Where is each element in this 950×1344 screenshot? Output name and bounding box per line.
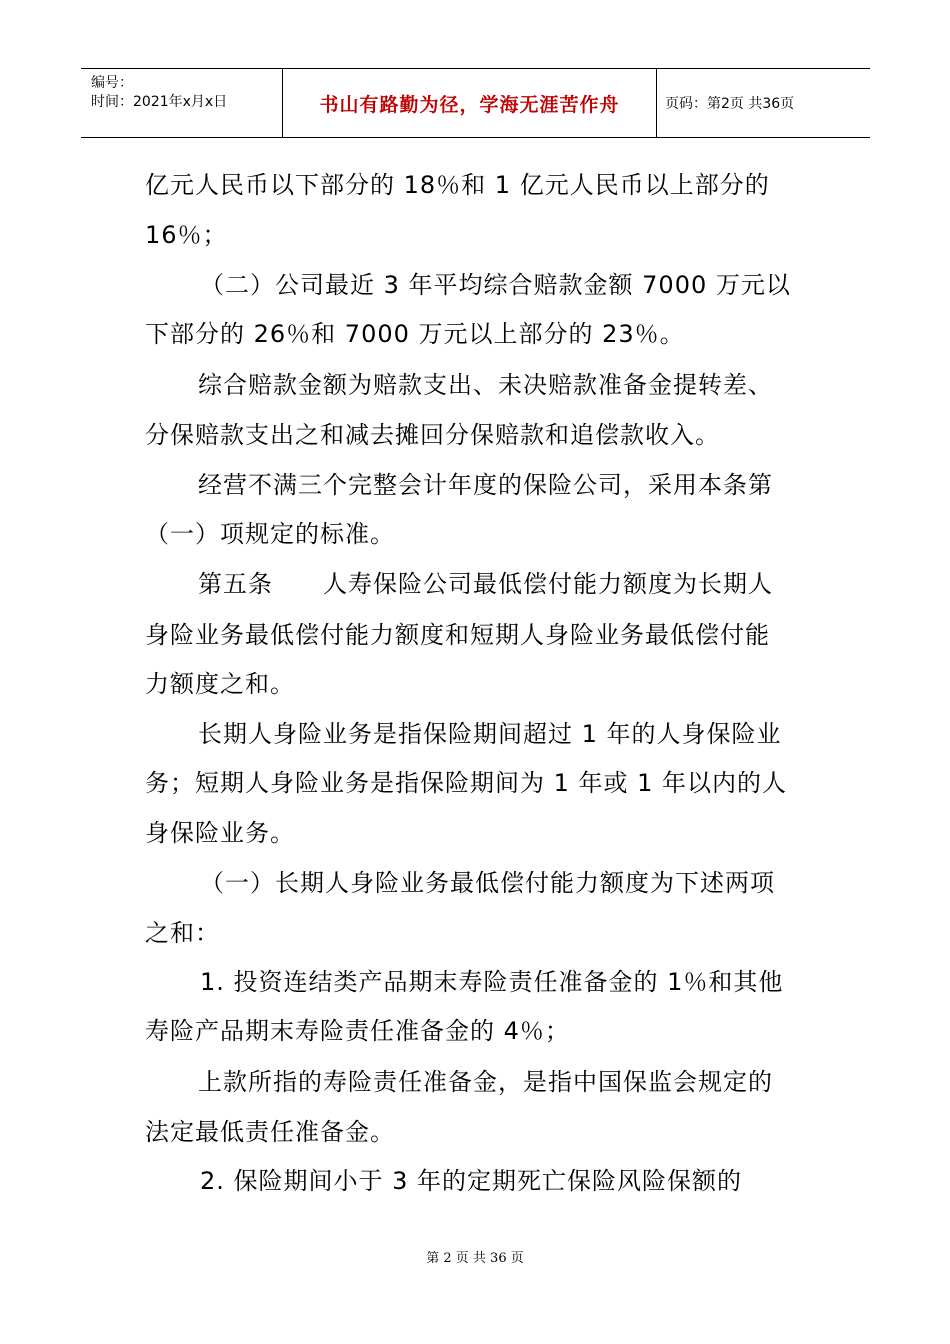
text-line: （一）长期人身险业务最低偿付能力额度为下述两项	[200, 869, 775, 897]
header-motto-cell	[283, 69, 657, 137]
text-line: 综合赔款金额为赔款支出、未决赔款准备金提转差、	[198, 371, 773, 399]
page-label: 页码：第2页 共36页	[665, 96, 795, 112]
text-line: 亿元人民币以下部分的 18％和 1 亿元人民币以上部分的	[145, 171, 770, 199]
date-label: 时间：2021年x月x日	[91, 94, 228, 110]
text-line: 下部分的 26％和 7000 万元以上部分的 23％。	[145, 320, 685, 348]
text-line: 长期人身险业务是指保险期间超过 1 年的人身保险业	[198, 720, 782, 748]
text-line: 上款所指的寿险责任准备金，是指中国保监会规定的	[198, 1068, 773, 1096]
header-info-cell	[81, 69, 283, 137]
header-page-cell	[657, 69, 870, 137]
text-line: （二）公司最近 3 年平均综合赔款金额 7000 万元以	[200, 271, 791, 299]
text-line: 力额度之和。	[145, 670, 295, 698]
text-line: 身保险业务。	[145, 819, 295, 847]
text-line: 第五条 人寿保险公司最低偿付能力额度为长期人	[198, 570, 773, 598]
header-table	[81, 68, 870, 138]
text-line: 1. 投资连结类产品期末寿险责任准备金的 1％和其他	[200, 968, 784, 996]
page-footer: 第 2 页 共 36 页	[426, 1251, 524, 1266]
text-line: 分保赔款支出之和减去摊回分保赔款和追偿款收入。	[145, 421, 720, 449]
text-line: 寿险产品期末寿险责任准备金的 4％；	[145, 1017, 570, 1045]
text-line: 法定最低责任准备金。	[145, 1118, 395, 1146]
text-line: （一）项规定的标准。	[145, 520, 395, 548]
text-line: 之和：	[145, 919, 220, 947]
motto: 书山有路勤为径，学海无涯苦作舟	[319, 93, 620, 116]
text-line: 16％；	[145, 221, 228, 249]
text-line: 务；短期人身险业务是指保险期间为 1 年或 1 年以内的人	[145, 769, 788, 797]
text-line: 身险业务最低偿付能力额度和短期人身险业务最低偿付能	[145, 621, 770, 649]
text-line: 2. 保险期间小于 3 年的定期死亡保险风险保额的	[200, 1167, 743, 1195]
text-line: 经营不满三个完整会计年度的保险公司，采用本条第	[198, 471, 773, 499]
number-label: 编号：	[91, 75, 133, 91]
